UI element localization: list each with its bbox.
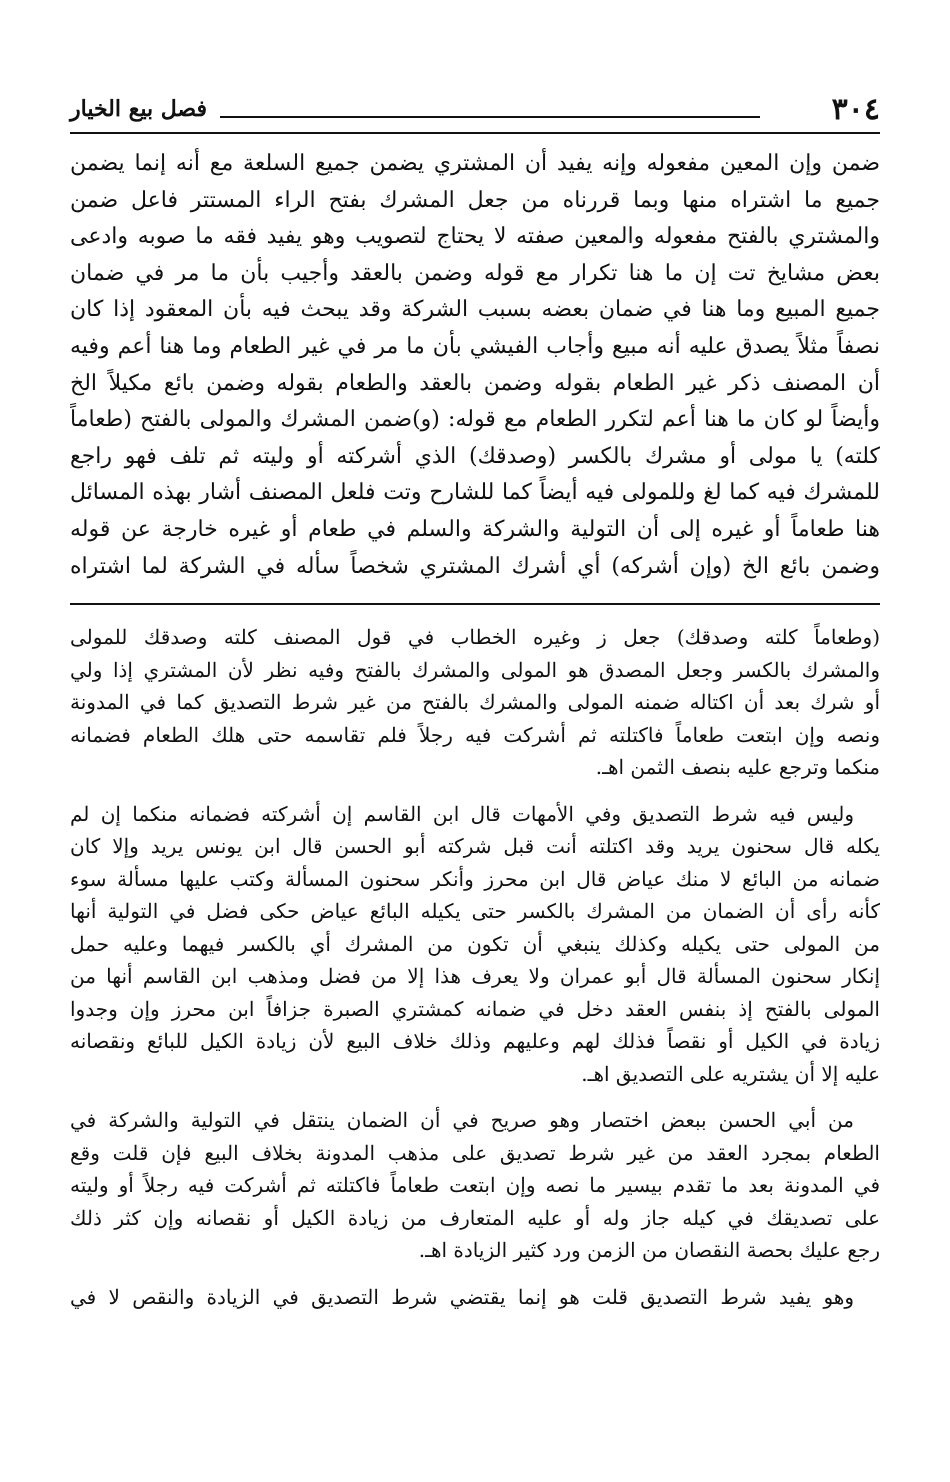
- commentary-line: منكما وترجع عليه بنصف الثمن اهـ.: [595, 755, 880, 780]
- commentary-line: يكله قال سحنون يريد وقد اكتلته أنت قبل شركته أبو الحسن قال ابن يونس يريد وإلا كان: [70, 834, 880, 859]
- main-line: جميع ما اشتراه منها وبما قررناه من جعل المشرك بفتح الراء المستتر فاعل ضمن: [70, 187, 880, 213]
- commentary-line: أو شرك بعد أن اكتاله ضمنه المولى والمشرك بالفتح من غير شرط التصديق كما في المدونة: [70, 690, 880, 715]
- commentary-line: عليه إلا أن يشتريه على التصديق اهـ.: [581, 1061, 880, 1086]
- commentary-line: والمشرك بالكسر وجعل المصدق هو المولى والمشرك بالفتح وفيه نظر لأن المشتري إذا ولي: [70, 657, 880, 682]
- commentary-line: في المدونة بعد ما تقدم بيسير ما نصه وإن ابتعت طعاماً فاكتلته ثم أشركت فيه رجلاً أو وليته: [70, 1173, 880, 1198]
- commentary: [70, 621, 880, 1313]
- main-line: نصفاً مثلاً يصدق عليه أنه مبيع وأجاب الفيشي بأن ما مر في غير الطعام وما هنا أعم وفيه: [70, 333, 880, 359]
- commentary-line: من المولى حتى يكيله وكذلك ينبغي أن تكون من المشرك أي بالكسر فيهما وعليه حمل: [70, 931, 880, 956]
- main-line: أن المصنف ذكر غير الطعام بقوله وضمن بالعقد والطعام بقوله وضمن بائع مكيلاً الخ: [70, 370, 880, 396]
- commentary-paragraph: [70, 621, 880, 784]
- commentary-line: ضمانه من البائع لا منك عياض قال ابن محرز وأنكر سحنون المسألة وكتب عليها مسألة سوء: [70, 866, 880, 891]
- commentary-line: كأنه رأى أن الضمان من المشرك بالكسر حتى يكيله البائع عياض حكى فضل في التولية أنها: [70, 899, 880, 924]
- commentary-line: من أبي الحسن ببعض اختصار وهو صريح في أن الضمان ينتقل في التولية والشركة في: [70, 1108, 854, 1133]
- main-line: جميع المبيع وما هنا في ضمان بعضه بسبب الشركة وقد يبحث فيه بأن المعقود إذا كان: [70, 297, 880, 323]
- page-header: [70, 86, 880, 134]
- commentary-paragraph: [70, 1104, 880, 1267]
- commentary-line: رجع عليك بحصة النقصان من الزمن ورد كثير الزيادة اهـ.: [418, 1238, 880, 1263]
- main-line: للمشرك فيه كما لغ وللمولى فيه أيضاً كما للشارح وتت فلعل المصنف أشار بهذه المسائل: [70, 480, 880, 506]
- main-line: بعض مشايخ تت إن ما هنا تكرار مع قوله وضمن بالعقد وأجيب بأن ما مر في ضمان: [70, 260, 880, 286]
- book-page: [70, 86, 880, 1466]
- section-title: فصل بيع الخيار: [70, 96, 208, 122]
- footnote-divider: [70, 603, 880, 605]
- page-number: ٣٠٤: [831, 92, 880, 127]
- main-text: [70, 146, 880, 585]
- commentary-paragraph: [70, 1281, 880, 1314]
- main-line: وأيضاً لو كان ما هنا أعم لتكرر الطعام مع قوله: (و)ضمن المشرك والمولى بالفتح (طعاماً: [70, 407, 880, 433]
- commentary-line: وليس فيه شرط التصديق وفي الأمهات قال ابن القاسم إن أشركته فضمانه منكما إن لم: [70, 801, 854, 826]
- commentary-line: المولى بالفتح إذ بنفس العقد دخل في ضمانه كمشتري الصبرة جزافاً ابن محرز وإن وجدوا: [70, 996, 880, 1021]
- commentary-line: إنكار سحنون المسألة قال أبو عمران ولا يعرف هذا إلا من فضل ومذهب ابن القاسم أنها من: [70, 964, 880, 989]
- commentary-line: (وطعاماً كلته وصدقك) جعل ز وغيره الخطاب في قول المصنف كلته وصدقك للمولى: [70, 625, 880, 650]
- commentary-paragraph: [70, 798, 880, 1091]
- commentary-line: على تصديقك في كيله جاز وله أو عليه المتعارف من زيادة الكيل أو نقصانه وإن كثر ذلك: [70, 1205, 880, 1230]
- commentary-line: ونصه وإن ابتعت طعاماً فاكتلته ثم أشركت فيه رجلاً فلم تقاسمه حتى هلك الطعام فضمانه: [70, 722, 880, 747]
- commentary-line: وهو يفيد شرط التصديق قلت هو إنما يقتضي شرط التصديق في الزيادة والنقص لا في: [70, 1284, 854, 1309]
- main-line: ضمن وإن المعين مفعوله وإنه يفيد أن المشتري يضمن جميع السلعة مع أنه إنما يضمن: [70, 151, 880, 176]
- main-line: هنا طعاماً أو غيره إلى أن التولية والشركة والسلم في طعام أو غيره خارجة عن قوله: [70, 516, 880, 542]
- main-line: وضمن بائع الخ (وإن أشركه) أي أشرك المشتري شخصاً سأله في الشركة لما اشتراه: [70, 553, 880, 579]
- main-line: والمشتري بالفتح مفعوله والمعين صفته لا يحتاج لتصويب وهو يفيد فقه ما صوبه وادعى: [70, 224, 880, 250]
- commentary-line: الطعام بمجرد العقد من غير شرط تصديق على مذهب المدونة بخلاف البيع فإن قلت وقع: [70, 1140, 880, 1165]
- main-line: كلته) يا مولى أو مشرك بالكسر (وصدقك) الذي أشركته أو وليته ثم تلف فهو راجع: [70, 443, 880, 469]
- commentary-line: زيادة في الكيل أو نقصاً فذلك لهم وعليهم وذلك خلاف البيع لأن زيادة الكيل للبائع ونقصانه: [70, 1029, 880, 1054]
- header-rule: [220, 116, 760, 118]
